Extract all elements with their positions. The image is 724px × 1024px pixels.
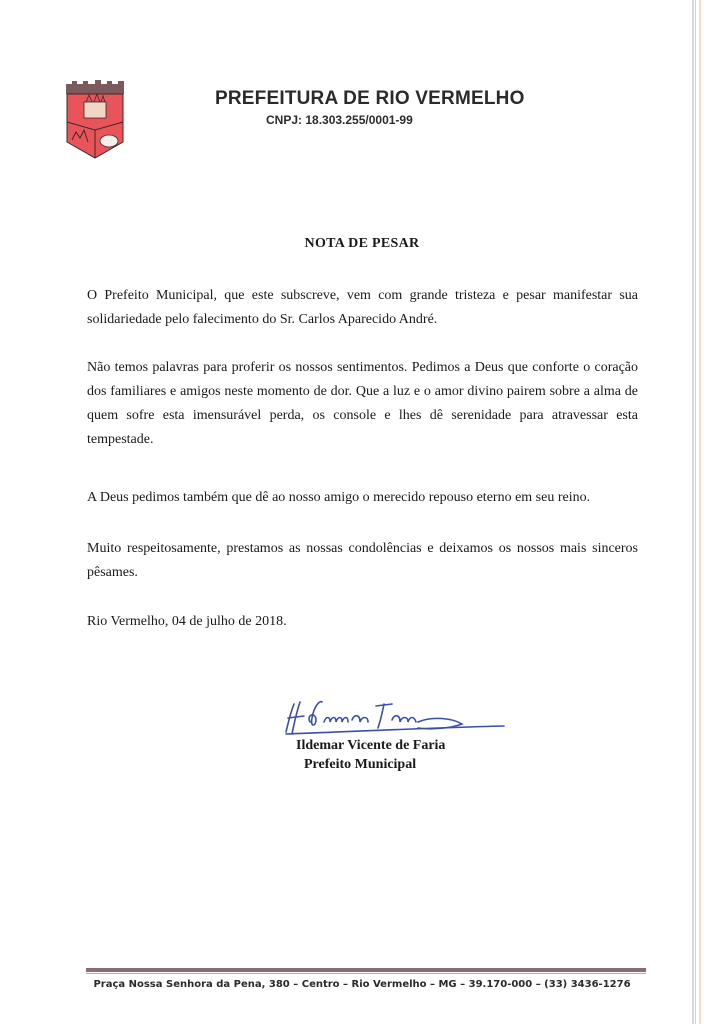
- signer-name: Ildemar Vicente de Faria: [296, 738, 446, 753]
- organization-title: PREFEITURA DE RIO VERMELHO: [215, 88, 525, 109]
- footer-divider-thin: [86, 973, 646, 974]
- paragraph: Não temos palavras para proferir os nossos sentimentos. Pedimos a Deus que conforte o coração dos familiares e amigos neste momento de dor. Que a luz e o amor divino pairem sobre a alma de quem sofre esta imensurável perda, os console e lhes dê serenidade para atravessar esta tempestade.: [87, 360, 638, 447]
- paragraph: O Prefeito Municipal, que este subscreve, vem com grande tristeza e pesar manifestar sua solidariedade pelo falecimento do Sr. Carlos Aparecido André.: [87, 288, 638, 327]
- scan-edge-lines: [692, 0, 704, 1024]
- organization-cnpj: CNPJ: 18.303.255/0001-99: [266, 113, 413, 127]
- footer-divider: [86, 968, 646, 972]
- signer-role: Prefeito Municipal: [304, 757, 417, 772]
- document-title: NOTA DE PESAR: [304, 236, 420, 251]
- municipal-crest-icon: [64, 80, 126, 160]
- paragraph: Muito respeitosamente, prestamos as nossas condolências e deixamos os nossos mais sinceros pêsames.: [87, 541, 638, 580]
- date-line: Rio Vermelho, 04 de julho de 2018.: [87, 614, 287, 629]
- paragraph: A Deus pedimos também que dê ao nosso amigo o merecido repouso eterno em seu reino.: [87, 490, 591, 505]
- handwritten-signature: [282, 692, 507, 740]
- footer-address: Praça Nossa Senhora da Pena, 380 – Centro – Rio Vermelho – MG – 39.170-000 – (33) 3436-1276: [93, 979, 631, 990]
